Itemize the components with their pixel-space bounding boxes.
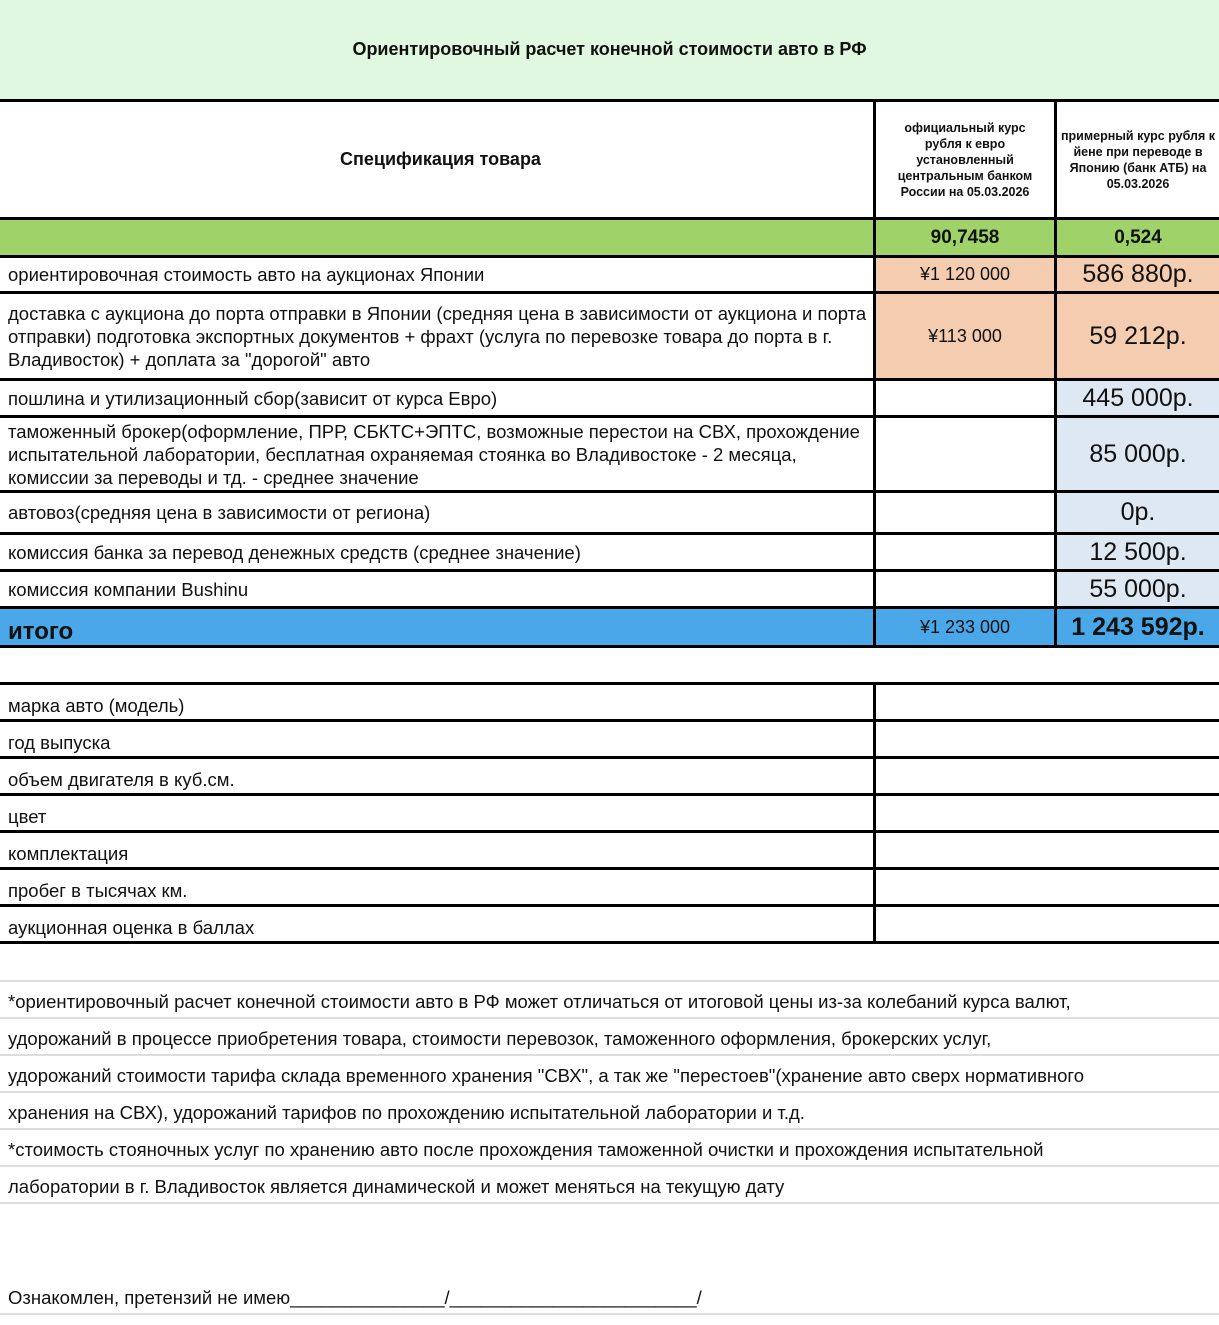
cost-yen <box>873 572 1054 606</box>
note-row <box>0 1167 1219 1204</box>
spec-header: Спецификация товара <box>340 149 541 169</box>
spec-value[interactable] <box>873 722 1219 756</box>
spec-value[interactable] <box>873 796 1219 830</box>
cost-rub: 59 212р. <box>1054 294 1219 378</box>
total-row <box>0 609 1219 648</box>
note-row <box>0 1056 1219 1093</box>
cost-row <box>0 535 1219 572</box>
yen-rate: 0,524 <box>1054 220 1219 255</box>
cost-row <box>0 258 1219 294</box>
cost-label: доставка с аукциона до порта отправки в Японии (средняя цена в зависимости от аукциона и порта отправки) подготовка экспортных документов + фрахт (услуга по перевозке товара до порта в г. Владивосток) + доплата за "дорогой" авто <box>8 302 867 370</box>
cost-rub: 0р. <box>1054 493 1219 532</box>
cost-rub: 445 000р. <box>1054 381 1219 415</box>
spec-value[interactable] <box>873 907 1219 941</box>
signature-line[interactable]: Ознакомлен, претензий не имею_______________/________________________/ <box>8 1287 702 1308</box>
spec-row <box>0 870 1219 907</box>
spec-label: пробег в тысячах км. <box>8 880 188 901</box>
total-yen: ¥1 233 000 <box>873 609 1054 645</box>
cost-row <box>0 493 1219 535</box>
cost-row <box>0 418 1219 493</box>
cost-label: комиссия банка за перевод денежных средств (среднее значение) <box>8 541 581 563</box>
spec-value[interactable] <box>873 685 1219 719</box>
note-text: хранения на СВХ), удорожаний тарифов по прохождению испытательной лаборатории и т.д. <box>8 1102 805 1123</box>
yen-rate-header: примерный курс рубля к йене при переводе в Японию (банк АТБ) на 05.03.2026 <box>1054 102 1219 217</box>
blank-row <box>0 944 1219 982</box>
spec-row <box>0 833 1219 870</box>
spec-value[interactable] <box>873 759 1219 793</box>
note-text: лаборатории в г. Владивосток является динамической и может меняться на текущую дату <box>8 1176 785 1197</box>
total-label: итого <box>8 618 74 645</box>
cost-yen: ¥113 000 <box>873 294 1054 378</box>
spec-label: цвет <box>8 806 47 827</box>
note-row <box>0 982 1219 1019</box>
note-text: *стоимость стояночных услуг по хранению авто после прохождения таможенной очистки и прохождения испытательной <box>8 1139 1044 1160</box>
cost-rub: 586 880р. <box>1054 258 1219 291</box>
cost-label: пошлина и утилизационный сбор(зависит от курса Евро) <box>8 387 498 409</box>
cost-label: таможенный брокер(оформление, ПРР, СБКТС+ЭПТС, возможные перестои на СВХ, прохождение испытательной лаборатории, бесплатная охраняемая стоянка во Владивостоке - 2 месяца, комиссии за переводы и тд. - среднее значение <box>8 420 860 488</box>
signature-row <box>0 1208 1219 1315</box>
spec-label: объем двигателя в куб.см. <box>8 769 235 790</box>
cost-yen: ¥1 120 000 <box>873 258 1054 291</box>
cost-label: комиссия компании Bushinu <box>8 578 249 600</box>
note-row <box>0 1093 1219 1130</box>
spec-row <box>0 796 1219 833</box>
cost-rub: 55 000р. <box>1054 572 1219 606</box>
spec-label: год выпуска <box>8 732 111 753</box>
note-text: удорожаний стоимости тарифа склада временного хранения "СВХ", а так же "перестоев"(хранение авто сверх нормативного <box>8 1065 1085 1086</box>
cost-yen <box>873 535 1054 569</box>
note-row <box>0 1019 1219 1056</box>
spec-label: комплектация <box>8 843 129 864</box>
cost-label: автовоз(средняя цена в зависимости от региона) <box>8 502 431 523</box>
euro-rate: 90,7458 <box>873 220 1054 255</box>
cost-row <box>0 294 1219 381</box>
spec-row <box>0 685 1219 722</box>
cost-row <box>0 572 1219 609</box>
header-row <box>0 102 1219 220</box>
spec-label: аукционная оценка в баллах <box>8 917 255 938</box>
spec-label: марка авто (модель) <box>8 695 185 716</box>
total-rub: 1 243 592р. <box>1054 609 1219 645</box>
spec-value[interactable] <box>873 870 1219 904</box>
title-row <box>0 0 1219 102</box>
spec-value[interactable] <box>873 833 1219 867</box>
rates-row <box>0 220 1219 258</box>
cost-yen <box>873 381 1054 415</box>
spec-row <box>0 759 1219 796</box>
blank-row <box>0 648 1219 685</box>
euro-rate-header: официальный курс рубля к евро установленный центральным банком России на 05.03.2026 <box>873 102 1054 217</box>
cost-rub: 85 000р. <box>1054 418 1219 490</box>
spec-row <box>0 907 1219 944</box>
spec-row <box>0 722 1219 759</box>
cost-label: ориентировочная стоимость авто на аукционах Японии <box>8 264 485 285</box>
cost-yen <box>873 418 1054 490</box>
cost-rub: 12 500р. <box>1054 535 1219 569</box>
note-text: удорожаний в процессе приобретения товара, стоимости перевозок, таможенного оформления, брокерских услуг, <box>8 1028 992 1049</box>
cost-row <box>0 381 1219 418</box>
cost-yen <box>873 493 1054 532</box>
note-text: *ориентировочный расчет конечной стоимости авто в РФ может отличаться от итоговой цены из-за колебаний курса валют, <box>8 991 1071 1012</box>
note-row <box>0 1130 1219 1167</box>
page-title: Ориентировочный расчет конечной стоимости авто в РФ <box>352 39 867 59</box>
